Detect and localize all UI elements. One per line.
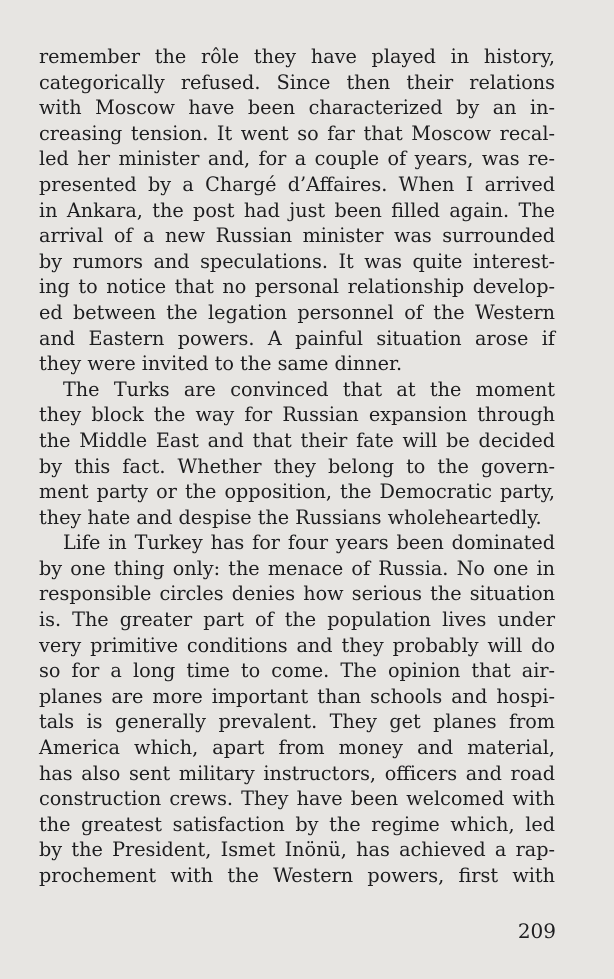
text-line: by this fact. Whether they belong to the govern- [39, 454, 555, 478]
text-line: Life in Turkey has for four years been dominated [63, 531, 555, 555]
text-line: very primitive conditions and they probably will do [39, 633, 555, 657]
text-line: planes are more important than schools and hospi- [39, 684, 555, 708]
text-line: tals is generally prevalent. They get planes from [39, 710, 555, 734]
text-line: arrival of a new Russian minister was surrounded [39, 224, 555, 248]
text-line: they were invited to the same dinner. [39, 352, 403, 376]
text-line: they hate and despise the Russians wholeheartedly. [39, 505, 542, 529]
paragraph [39, 44, 555, 377]
text-line: The Turks are convinced that at the moment [63, 377, 555, 401]
paragraph [39, 377, 555, 531]
text-line: construction crews. They have been welcomed with [39, 787, 555, 811]
text-line: ed between the legation personnel of the Western [39, 300, 555, 324]
text-line: by one thing only: the menace of Russia. No one in [39, 556, 555, 580]
text-line: has also sent military instructors, officers and road [39, 761, 555, 785]
text-line: responsible circles denies how serious the situation [39, 582, 555, 606]
text-line: by the President, Ismet Inönü, has achieved a rap- [39, 838, 555, 862]
text-line: is. The greater part of the population lives under [39, 608, 555, 632]
text-line: prochement with the Western powers, first with [39, 864, 555, 887]
text-line: led her minister and, for a couple of years, was re- [39, 147, 555, 171]
text-line: and Eastern powers. A painful situation arose if [39, 326, 555, 350]
text-line: the Middle East and that their fate will be decided [39, 428, 555, 452]
text-line: they block the way for Russian expansion through [39, 403, 555, 427]
body-text [39, 44, 555, 889]
text-line: presented by a Chargé d’Affaires. When I arrived [39, 172, 555, 196]
text-line: categorically refused. Since then their relations [39, 70, 555, 94]
text-line: so for a long time to come. The opinion that air- [39, 659, 555, 683]
text-line: in Ankara, the post had just been filled again. The [39, 198, 555, 222]
text-line: ing to notice that no personal relationship develop- [39, 275, 555, 299]
text-line: creasing tension. It went so far that Moscow recal- [39, 121, 555, 145]
text-line: with Moscow have been characterized by an in- [39, 96, 555, 120]
text-line: by rumors and speculations. It was quite interest- [39, 249, 555, 273]
paragraph [39, 530, 555, 888]
text-line: America which, apart from money and material, [39, 736, 555, 760]
page-number: 209 [517, 919, 556, 943]
text-line: ment party or the opposition, the Democratic party, [39, 480, 555, 504]
text-line: remember the rôle they have played in history, [39, 45, 555, 68]
text-line: the greatest satisfaction by the regime which, led [39, 812, 555, 836]
